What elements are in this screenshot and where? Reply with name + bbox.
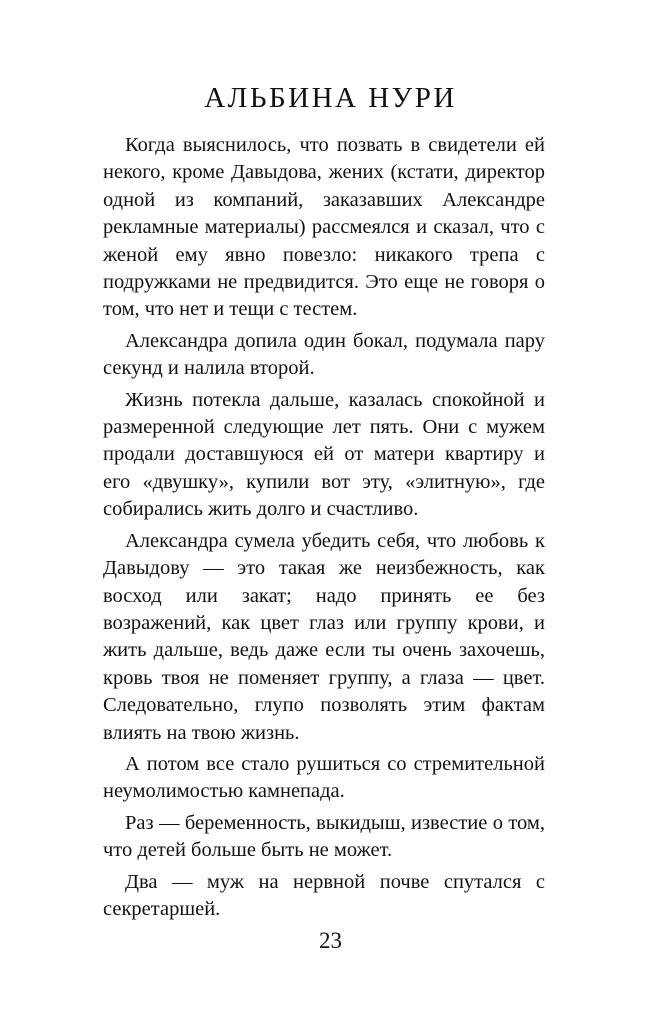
paragraph: Александра допила один бокал, подумала пару секунд и налила второй. xyxy=(103,329,545,380)
paragraph: А потом все стало рушиться со стремительной неумолимостью камнепада. xyxy=(103,752,545,803)
body-text xyxy=(103,132,545,927)
running-title: АЛЬБИНА НУРИ xyxy=(204,82,457,114)
paragraph: Раз — беременность, выкидыш, известие о том, что детей больше быть не может. xyxy=(103,811,545,862)
paragraph: Два — муж на нервной почве спутался с секретаршей. xyxy=(103,870,545,920)
page-number: 23 xyxy=(319,928,342,953)
paragraph: Жизнь потекла дальше, казалась спокойной и размеренной следующие лет пять. Они с мужем продали доставшуюся ей от матери квартиру и его «двушку», купили вот эту, «элитную», где собирались жить долго и счастливо. xyxy=(103,388,545,521)
paragraph: Александра сумела убедить себя, что любовь к Давыдову — это такая же неизбежность, как восход или закат; надо принять ее без возражений, как цвет глаз или группу крови, и жить дальше, ведь даже если ты очень захочешь, кровь твоя не поменяет группу, а глаза — цвет. Следовательно, глупо позволять этим фактам влиять на твою жизнь. xyxy=(103,529,545,744)
paragraph: Когда выяснилось, что позвать в свидетели ей некого, кроме Давыдова, жених (кстати, директор одной из компаний, заказавших Александре рекламные материалы) рассмеялся и сказал, что с женой ему явно повезло: никакого трепа с подружками не предвидится. Это еще не говоря о том, что нет и тещи с тестем. xyxy=(103,134,545,321)
